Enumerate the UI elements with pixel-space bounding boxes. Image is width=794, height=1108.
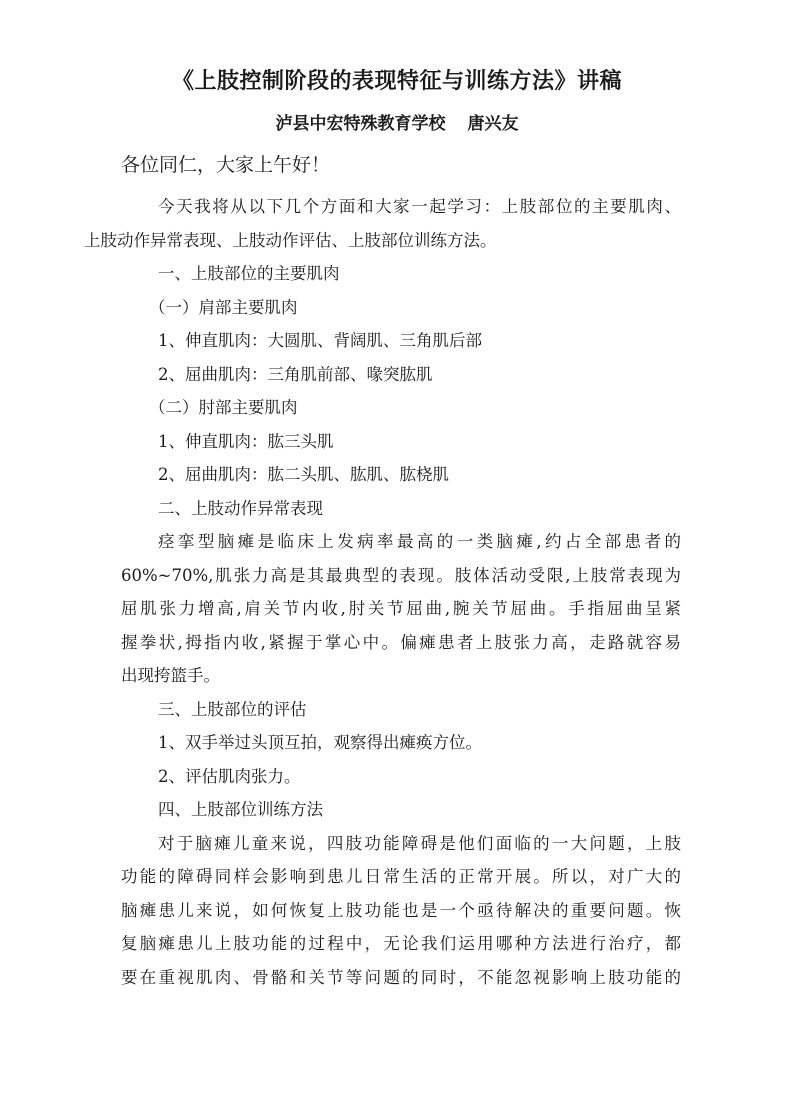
section1-sub2-item1: 1、伸直肌肉：肱三头肌 xyxy=(158,431,334,451)
document-subtitle xyxy=(0,108,794,140)
section2-line: 60%~70%,肌张力高是其最典型的表现。肢体活动受限,上肢常表现为 xyxy=(121,565,681,585)
section4-line: 复脑瘫患儿上肢功能的过程中，无论我们运用哪种方法进行治疗，都 xyxy=(121,934,681,953)
greeting-line: 各位同仁，大家上午好！ xyxy=(121,154,331,176)
section4-line: 要在重视肌肉、骨骼和关节等问题的同时，不能忽视影响上肢功能的 xyxy=(121,967,681,987)
intro-line: 上肢动作异常表现、上肢动作评估、上肢部位训练方法。 xyxy=(84,230,497,250)
school-name: 泸县中宏特殊教育学校 xyxy=(275,114,446,134)
section3-item1: 1、双手举过头顶互拍，观察得出瘫痪方位。 xyxy=(158,733,482,752)
section2-line: 出现挎篮手。 xyxy=(121,666,220,685)
author-name: 唐兴友 xyxy=(467,114,519,134)
section1-sub1-item2: 2、屈曲肌肉：三角肌前部、喙突肱肌 xyxy=(158,364,433,384)
section3-item2: 2、评估肌肉张力。 xyxy=(158,766,301,786)
section4-heading: 四、上肢部位训练方法 xyxy=(158,800,323,819)
section2-line: 屈肌张力增高,肩关节内收,肘关节屈曲,腕关节屈曲。手指屈曲呈紧 xyxy=(121,599,681,618)
document-title: 《上肢控制阶段的表现特征与训练方法》讲稿 xyxy=(171,69,622,94)
section2-paragraph xyxy=(121,525,681,693)
section3-heading: 三、上肢部位的评估 xyxy=(158,699,307,719)
section1-sub2-heading: （二）肘部主要肌肉 xyxy=(149,398,298,417)
section4-line: 对于脑瘫儿童来说，四肢功能障碍是他们面临的一大问题，上肢 xyxy=(158,833,681,853)
section1-sub1-item1: 1、伸直肌肉：大圆肌、背阔肌、三角肌后部 xyxy=(158,331,482,350)
section2-line: 握拳状,拇指内收,紧握于掌心中。偏瘫患者上肢张力高，走路就容易 xyxy=(121,632,681,652)
section4-paragraph xyxy=(121,827,681,995)
section1-sub2-item2: 2、屈曲肌肉：肱二头肌、肱肌、肱桡肌 xyxy=(158,465,449,484)
section2-line: 痉挛型脑瘫是临床上发病率最高的一类脑瘫,约占全部患者的 xyxy=(158,532,681,551)
section2-heading: 二、上肢动作异常表现 xyxy=(158,498,323,518)
section4-line: 功能的障碍同样会影响到患儿日常生活的正常开展。所以，对广大的 xyxy=(121,867,681,886)
intro-line: 今天我将从以下几个方面和大家一起学习：上肢部位的主要肌肉、 xyxy=(158,197,681,216)
document-body xyxy=(84,190,681,994)
intro-paragraph xyxy=(84,190,681,257)
section4-line: 脑瘫患儿来说，如何恢复上肢功能也是一个亟待解决的重要问题。恢 xyxy=(121,900,681,920)
section1-heading: 一、上肢部位的主要肌肉 xyxy=(158,264,340,283)
section1-sub1-heading: （一）肩部主要肌肉 xyxy=(149,297,298,317)
